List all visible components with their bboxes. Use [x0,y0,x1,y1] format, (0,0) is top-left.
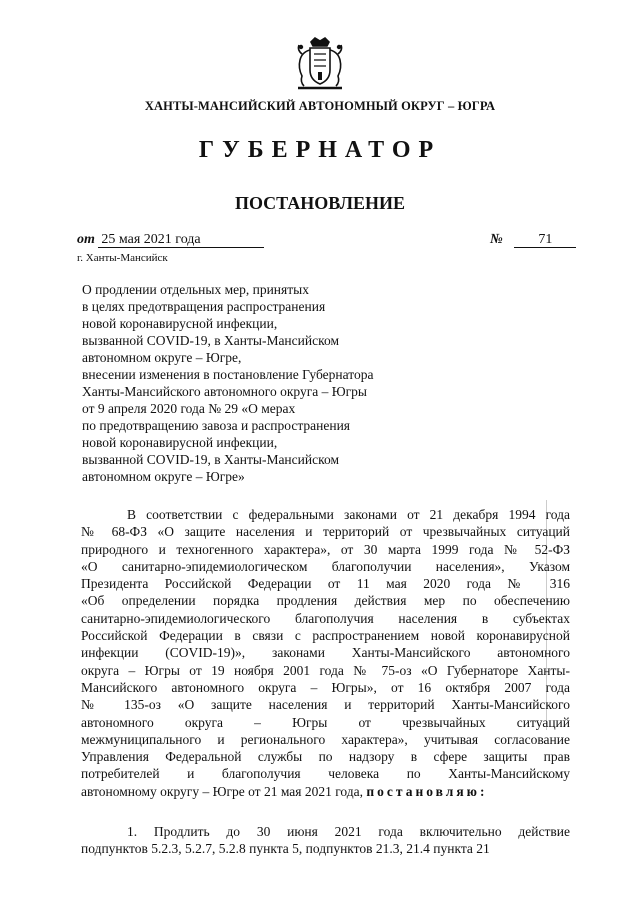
subject-line: по предотвращению завоза и распространения [82,418,351,433]
subject-block [82,281,422,485]
document-type: ПОСТАНОВЛЕНИЕ [234,193,406,213]
preamble-line: № 68-ФЗ «О защите населения и территорий от чрезвычайных ситуаций [81,524,570,540]
region-name: ХАНТЫ-МАНСИЙСКИЙ АВТОНОМНЫЙ ОКРУГ – ЮГРА [144,99,496,113]
date-field [77,232,264,248]
preamble-line: № 135-оз «О защите населения и территорий Ханты-Мансийского [81,697,570,713]
governor-title: ГУБЕРНАТОР [198,137,442,163]
preamble-paragraph [81,506,570,800]
preamble-line: потребителей и благополучия человека по Ханты-Мансийскому [81,766,570,782]
item-1-paragraph [81,823,570,858]
item-line: подпунктов 5.2.3, 5.2.7, 5.2.8 пункта 5, подпунктов 21.3, 21.4 пункта 21 [81,841,490,857]
subject-line: автономном округе – Югре» [82,469,245,484]
preamble-line: межмуниципального и регионального характера», учитывая согласование [81,731,570,747]
city-name: г. Ханты-Мансийск [77,252,168,264]
preamble-line: «О санитарно-эпидемиологическом благополучии населения», Указом [81,558,570,574]
date-prefix: от [77,232,95,247]
coat-of-arms-icon [294,36,346,92]
item-line: 1. Продлить до 30 июня 2021 года включительно действие [127,824,570,839]
preamble-final-line [81,783,570,800]
preamble-line: автономному округу – Югре от 21 мая 2021 года, [81,783,364,799]
number-prefix: № [490,232,503,247]
preamble-line: автономного округа – Югры от чрезвычайных ситуаций [81,714,570,730]
preamble-line: природного и техногенного характера», от 30 марта 1999 года № 52-ФЗ [81,541,570,557]
preamble-line: Мансийского автономного округа – Югры», от 16 октября 2007 года [81,679,570,695]
number-field [490,232,576,248]
subject-line: автономном округе – Югре, [82,350,242,365]
preamble-line: инфекции (COVID-19)», законами Ханты-Мансийского автономного [81,645,570,661]
subject-line: новой коронавирусной инфекции, [82,316,278,331]
preamble-line: Управления Федеральной службы по надзору в сфере защиты прав [81,749,570,765]
subject-line: вызванной COVID-19, в Ханты-Мансийском [82,333,340,348]
preamble-line: Президента Российской Федерации от 11 мая 2020 года № 316 [81,576,570,592]
subject-line: вызванной COVID-19, в Ханты-Мансийском [82,452,340,467]
resolve-word: постановляю: [366,783,488,799]
subject-line: от 9 апреля 2020 года № 29 «О мерах [82,401,296,416]
preamble-line: В соответствии с федеральными законами от 21 декабря 1994 года [127,507,570,522]
subject-line: в целях предотвращения распространения [82,299,326,314]
number-value: 71 [514,233,576,248]
preamble-line: Российской Федерации в связи с распространением новой коронавирусной [81,628,570,644]
subject-line: О продлении отдельных мер, принятых [82,282,309,297]
preamble-line: округа – Югры от 19 ноября 2001 года № 75-оз «О Губернаторе Ханты- [81,662,570,678]
subject-line: Ханты-Мансийского автономного округа – Югры [82,384,367,399]
subject-line: внесении изменения в постановление Губернатора [82,367,374,382]
date-value: 25 мая 2021 года [98,233,264,248]
subject-line: новой коронавирусной инфекции, [82,435,278,450]
preamble-line: «Об определении порядка продления действия мер по обеспечению [81,593,570,609]
preamble-line: санитарно-эпидемиологического благополучия населения в субъектах [81,610,570,626]
